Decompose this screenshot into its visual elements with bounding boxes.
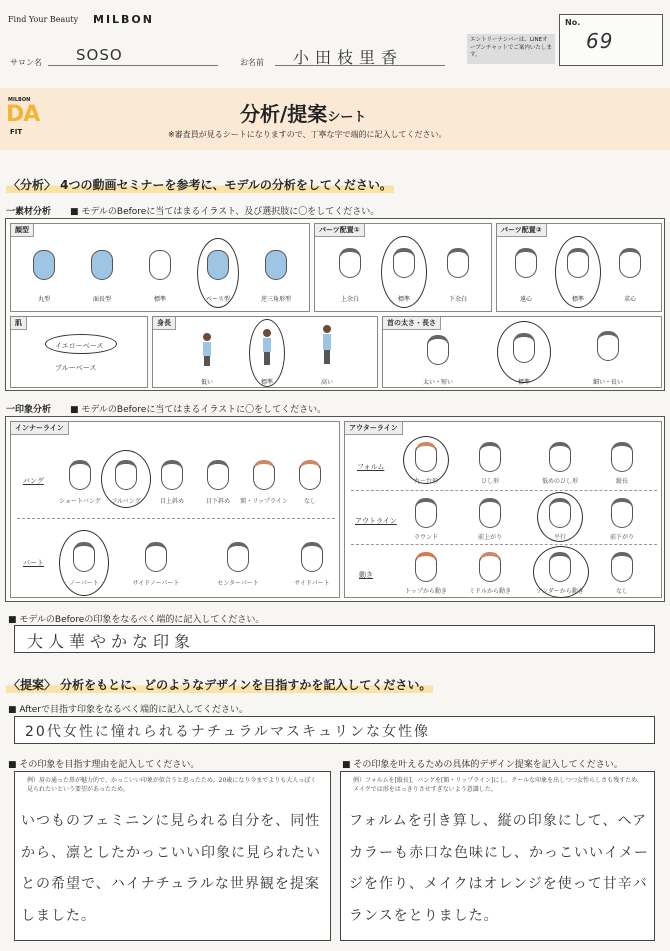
parts2-option-label: 求心 [623, 296, 636, 303]
move-top-icon[interactable] [415, 552, 437, 582]
no-label: No. [565, 18, 581, 27]
face-option-label: 標準 [153, 296, 166, 303]
skin-option-blue[interactable]: ブルーベース [55, 364, 97, 372]
outline-round-icon[interactable] [415, 498, 437, 528]
neck-short-icon[interactable] [427, 335, 449, 365]
parts2-option-label: 遠心 [519, 296, 532, 303]
part-side-none-icon[interactable] [145, 542, 167, 572]
bangs-short-icon[interactable] [69, 460, 91, 490]
part-option-label: ノーパート [69, 580, 99, 587]
form-option-label: 低めのひし形 [541, 478, 578, 485]
brand-logo: MILBON [93, 13, 154, 26]
face-triangle-icon[interactable] [265, 250, 287, 280]
salon-label: サロン名 [10, 58, 42, 67]
name-value: 小田枝里香 [293, 48, 404, 67]
page-title: 分析/提案シート [240, 102, 367, 126]
bangs-option-label: なし [303, 498, 316, 505]
after-label: ■ Afterで目指す印象をなるべく端的に記入してください。 [8, 705, 248, 715]
form-option-label: 丸〜台形 [413, 478, 438, 485]
skin-option-yellow[interactable]: イエローベース [55, 342, 104, 350]
skin-panel [10, 316, 148, 388]
part-option-label: サイドパート [294, 580, 330, 587]
move-option-label: トップから動き [405, 588, 447, 595]
design-value: フォルムを引き算し、縦の印象にして、ヘアカラーも赤口な色味にし、かっこいいイメージを作り、メイクはオレンジを使って甘辛バランスをとりました。 [349, 813, 649, 924]
skin-title: 肌 [11, 317, 27, 330]
height-title: 身長 [153, 317, 176, 330]
bangs-upper-diagonal-icon[interactable] [161, 460, 183, 490]
entry-number-box[interactable] [559, 14, 663, 66]
bangs-option-label: 目上斜め [159, 498, 184, 505]
neck-standard-circle [497, 321, 551, 383]
parts1-option-label: 標準 [397, 296, 410, 303]
analysis-heading: 〈分析〉 4つの動画セミナーを参考に、モデルの分析をしてください。 [8, 178, 392, 192]
parts-far-icon[interactable] [515, 248, 537, 278]
height-panel [152, 316, 378, 388]
part-center-icon[interactable] [227, 542, 249, 572]
title-band [0, 88, 670, 150]
before-impression-value: 大人華やかな印象 [27, 632, 196, 651]
face-round-icon[interactable] [33, 250, 55, 280]
part-side-icon[interactable] [301, 542, 323, 572]
impression-title: 一印象分析 [6, 405, 52, 415]
bangs-option-label: 額・リップライン [240, 498, 288, 505]
bangs-none-icon[interactable] [299, 460, 321, 490]
design-field[interactable] [340, 771, 655, 941]
reason-value: いつものフェミニンに見られる自分を、同性から、凛としたかっこいい印象に見られたいとの希望で、ハイナチュラルな世界観を提案しました。 [21, 813, 321, 924]
neck-option-label: 太い・短い [422, 379, 453, 386]
height-short-figure[interactable] [203, 333, 211, 367]
face-long-icon[interactable] [91, 250, 113, 280]
parts-near-icon[interactable] [619, 248, 641, 278]
inner-divider [17, 518, 335, 519]
skin-yellow-circle [45, 334, 117, 354]
impression-instruction: ■ モデルのBeforeに当てはまるイラストに〇をしてください。 [70, 405, 327, 415]
face-shape-panel [10, 223, 310, 312]
parts1-option-label: 下余白 [448, 296, 467, 303]
neck-option-label: 細い・長い [592, 379, 623, 386]
parts-upper-icon[interactable] [339, 248, 361, 278]
design-label: ■ その印象を叶えるための具体的デザイン提案を記入してください。 [342, 760, 623, 770]
move-middle-icon[interactable] [479, 552, 501, 582]
outline-option-label: 平行 [553, 534, 566, 541]
outer-divider-1 [351, 490, 657, 491]
face-option-label: 丸型 [37, 296, 50, 303]
reason-example: 例）眉の通った鼻が魅力的で、かっこいい印象が似合うと思ったため。20歳になり今までよりも大人っぽく見られたいという要望があったため。 [27, 777, 317, 793]
outer-divider-2 [351, 544, 657, 545]
salon-value: SOSO [76, 46, 123, 64]
parts1-option-label: 上余白 [340, 296, 359, 303]
reason-field[interactable] [14, 771, 331, 941]
move-option-label: アンダーから動き [536, 588, 584, 595]
form-option-label: ひし形 [480, 478, 499, 485]
bangs-option-label: ショートバング [59, 498, 101, 505]
form-label: フォルム [357, 463, 385, 471]
outer-line-title: アウターライン [345, 422, 403, 435]
parts2-title: パーツ配置② [497, 224, 547, 237]
material-title: 一素材分析 [6, 207, 52, 217]
name-field[interactable] [275, 44, 445, 66]
material-analysis-box [5, 218, 665, 391]
parts2-option-label: 標準 [571, 296, 584, 303]
bangs-lip-line-icon[interactable] [253, 460, 275, 490]
face-standard-icon[interactable] [149, 250, 171, 280]
neck-title: 首の太さ・長さ [383, 317, 441, 330]
face-shape-title: 顔型 [11, 224, 34, 237]
bangs-label: バング [23, 477, 44, 485]
after-field[interactable] [14, 716, 655, 744]
form-diamond-icon[interactable] [479, 442, 501, 472]
inner-line-panel [10, 421, 340, 598]
move-option-label: なし [615, 588, 628, 595]
face-option-label: 逆三角形型 [260, 296, 291, 303]
form-low-diamond-icon[interactable] [549, 442, 571, 472]
move-none-icon[interactable] [611, 552, 633, 582]
face-option-label: 面長型 [92, 296, 111, 303]
name-label: お名前 [240, 58, 264, 67]
material-instruction: ■ モデルのBeforeに当てはまるイラスト、及び選択肢に〇をしてください。 [70, 207, 380, 217]
before-impression-label: ■ モデルのBeforeの印象をなるべく端的に記入してください。 [8, 615, 265, 625]
salon-field[interactable] [48, 44, 218, 66]
design-example: 例）フォルムを[縦長]、バングを[額・リップライン]にし、クールな印象を出しつつ女性らしさも残すため、メイクでは形をはっきりさせすぎないよう意識した。 [353, 777, 643, 793]
outline-front-up-icon[interactable] [479, 498, 501, 528]
parts2-panel [496, 223, 662, 312]
title-notice: ※審査員が見るシートになりますので、丁寧な字で端的に記入してください。 [168, 130, 447, 139]
fit-logo-sub: FIT [10, 128, 23, 136]
bangs-lower-diagonal-icon[interactable] [207, 460, 229, 490]
inner-line-title: インナーライン [11, 422, 69, 435]
outline-option-label: 前上がり [477, 534, 502, 541]
entry-note: エントリーナンバーは、LINEオープンチャットでご案内いたします。 [467, 34, 555, 64]
form-vertical-icon[interactable] [611, 442, 633, 472]
move-label: 動き [359, 571, 373, 579]
before-impression-field[interactable] [14, 625, 655, 653]
neck-panel [382, 316, 662, 388]
brand-tagline: Find Your Beauty [8, 15, 79, 24]
after-value: 20代女性に憧れられるナチュラルマスキュリンな女性像 [25, 724, 430, 740]
parts-lower-icon[interactable] [447, 248, 469, 278]
outline-front-down-icon[interactable] [611, 498, 633, 528]
move-option-label: ミドルから動き [468, 588, 511, 595]
impression-analysis-box [5, 416, 665, 602]
no-value: 69 [586, 29, 614, 53]
parts1-panel [314, 223, 492, 312]
reason-label: ■ その印象を目指す理由を記入してください。 [8, 760, 200, 770]
neck-long-icon[interactable] [597, 331, 619, 361]
bangs-option-label: 目下斜め [205, 498, 230, 505]
part-option-label: サイドノーパート [132, 580, 180, 587]
face-option-label: ベース型 [206, 296, 230, 303]
part-label: パート [23, 559, 44, 567]
outline-option-label: ラウンド [413, 534, 438, 541]
bangs-option-label: フルバング [111, 498, 141, 505]
outer-line-panel [344, 421, 662, 598]
fit-logo-top: MILBON [8, 97, 31, 103]
fit-logo: DA [6, 102, 40, 127]
outline-option-label: 前下がり [609, 534, 634, 541]
height-tall-figure[interactable] [323, 325, 331, 359]
height-option-label: 標準 [260, 379, 273, 386]
form-option-label: 縦長 [615, 478, 628, 485]
height-option-label: 高い [320, 379, 333, 386]
neck-option-label: 標準 [517, 379, 530, 386]
outline-label: アウトライン [355, 517, 397, 525]
part-option-label: センターパート [217, 580, 259, 587]
height-option-label: 低い [200, 379, 213, 386]
proposal-heading: 〈提案〉 分析をもとに、どのようなデザインを目指すかを記入してください。 [8, 678, 432, 692]
parts1-title: パーツ配置① [315, 224, 365, 237]
